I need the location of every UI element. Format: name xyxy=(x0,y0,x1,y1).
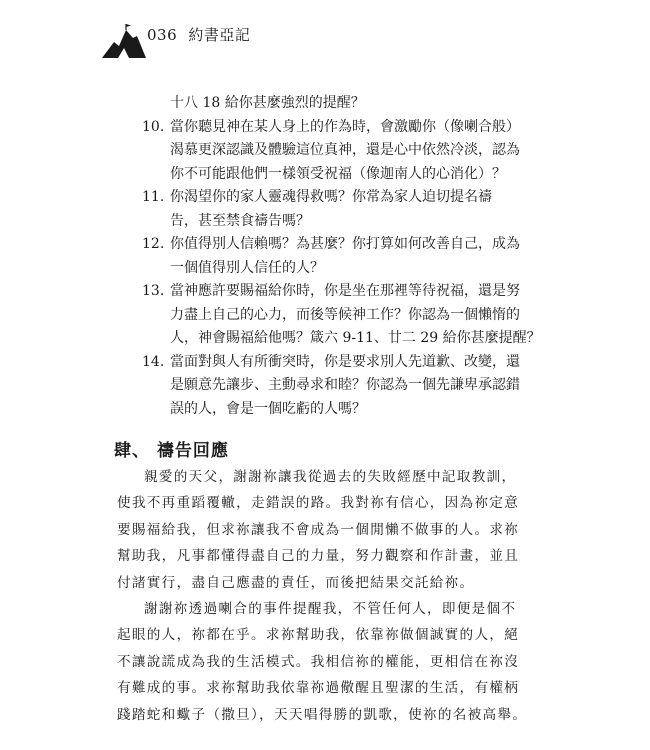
running-head xyxy=(147,24,250,45)
question-list xyxy=(142,92,541,421)
question-item-13 xyxy=(142,280,541,351)
question-item-12 xyxy=(142,233,522,280)
question-item-11 xyxy=(142,186,522,233)
book-title: 約書亞記 xyxy=(188,26,251,44)
question-line: 當面對與人有所衝突時，你是要求別人先道歉、改變，還 xyxy=(170,353,520,370)
question-line: 力盡上自己的心力，而後等候神工作？你認為一個懶惰的 xyxy=(170,306,520,323)
prayer-line: 起眼的人，祢都在乎。求祢幫助我，依靠祢做個誠實的人，絕 xyxy=(117,627,520,644)
question-number: 10. xyxy=(142,118,165,135)
question-line: 你值得別人信賴嗎？為甚麼？你打算如何改善自己，成為 xyxy=(170,236,520,252)
question-line: 人，神會賜福給他嗎？箴六 9-11、廿二 29 給你甚麼提醒？ xyxy=(170,330,541,346)
question-number: 13. xyxy=(142,283,165,299)
prayer-line: 踐踏蛇和蠍子（撒旦），天天唱得勝的凱歌，使祢的名被高舉。 xyxy=(117,706,528,723)
question-line: 渴慕更深認識及體驗這位真神，還是心中依然冷淡，認為 xyxy=(170,142,520,158)
prayer-body xyxy=(117,464,527,728)
question-line: 一個值得別人信任的人？ xyxy=(170,259,324,276)
prayer-line: 幫助我，凡事都懂得盡自己的力量，努力觀察和作計畫，並且 xyxy=(117,548,520,565)
question-line: 你渴望你的家人靈魂得救嗎？你常為家人迫切提名禱 xyxy=(170,189,492,205)
question-number: 14. xyxy=(142,353,165,370)
prayer-line: 使我不再重蹈覆轍，走錯誤的路。我對祢有信心，因為祢定意 xyxy=(117,495,520,512)
prayer-line: 付諸實行，盡自己應盡的責任，而後把結果交託給祢。 xyxy=(117,574,475,591)
page-number: 036 xyxy=(147,26,178,44)
question-line: 是願意先讓步、主動尋求和睦？你認為一個先謙卑承認錯 xyxy=(170,377,520,393)
question-line: 當神應許要賜福給你時，你是坐在那裡等待祝福，還是努 xyxy=(170,283,520,299)
question-number: 12. xyxy=(142,236,165,252)
question-number: 11. xyxy=(142,189,165,205)
question-line: 你不可能跟他們一樣領受祝福（像迦南人的心消化）？ xyxy=(170,165,506,182)
prayer-line: 要賜福給我，但求祢讓我不會成為一個閒懶不做事的人。求祢 xyxy=(117,521,520,538)
question-line: 告，甚至禁食禱告嗎？ xyxy=(170,212,310,229)
prayer-line: 親愛的天父，謝謝祢讓我從過去的失敗經歷中記取教訓， xyxy=(144,469,517,485)
prayer-line: 謝謝祢透過喇合的事件提醒我，不管任何人，即便是個不 xyxy=(144,601,517,618)
question-item-10 xyxy=(142,116,522,187)
page-header xyxy=(0,0,650,70)
prayer-line: 有難成的事。求祢幫助我依靠祢過儆醒且聖潔的生活，有權柄 xyxy=(117,680,520,697)
question-item-14 xyxy=(142,351,522,422)
prayer-line: 不讓說謊成為我的生活模式。我相信祢的權能，更相信在祢沒 xyxy=(117,653,520,670)
question-line: 誤的人，會是一個吃虧的人嗎？ xyxy=(170,400,366,417)
section-heading: 肆、 禱告回應 xyxy=(114,441,229,461)
question-line: 當你聽見神在某人身上的作為時，會激勵你（像喇合般） xyxy=(170,118,520,135)
mountain-flag-logo-icon xyxy=(102,24,146,58)
question-lead-line: 十八 18 給你甚麼強烈的提醒？ xyxy=(170,95,365,111)
